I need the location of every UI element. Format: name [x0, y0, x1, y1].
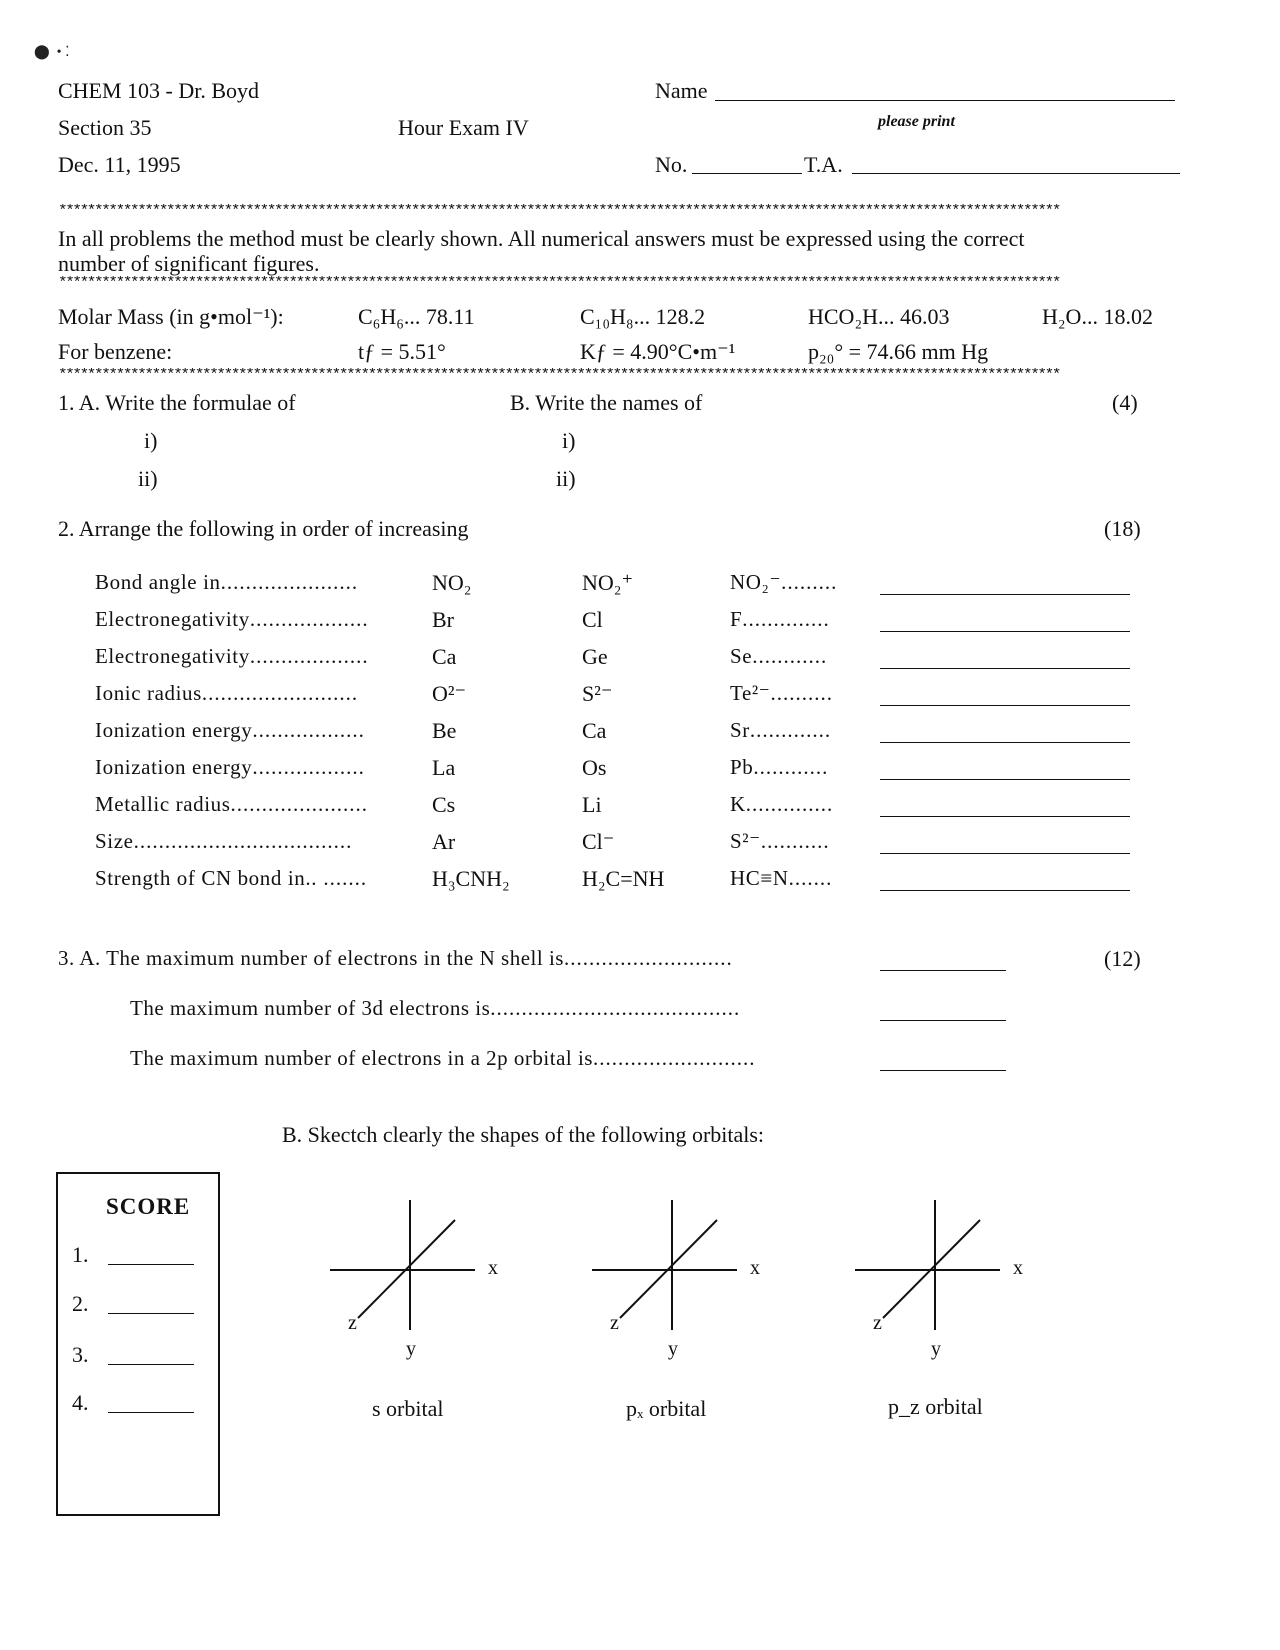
q3-line-3-text: The maximum number of electrons in a 2p orbital is — [130, 1046, 593, 1070]
q2-item-c-dots: ............. — [749, 718, 832, 742]
q2-item-a: Be — [432, 718, 457, 743]
q2-row-label — [95, 866, 367, 891]
q3-a-dots: ........................... — [563, 946, 733, 970]
q2-answer-line[interactable] — [880, 705, 1130, 706]
q3-points: (12) — [1104, 946, 1141, 971]
q2-points: (18) — [1104, 516, 1141, 541]
q2-row-label — [95, 829, 352, 854]
q2-item-c-text: HC≡N — [730, 866, 789, 890]
y-axis-label: y — [668, 1338, 678, 1360]
q2-row-label-text: Ionization energy — [95, 755, 253, 779]
q2-item-a: O²⁻ — [432, 681, 467, 706]
q2-item-c-text: Se — [730, 644, 753, 668]
q2-row-label-dots: ....... — [317, 866, 368, 890]
section-label: Section 35 — [58, 115, 152, 140]
q2-item-c — [730, 681, 833, 706]
q2-item-c — [730, 792, 833, 817]
q2-item-c-text: Sr — [730, 718, 750, 742]
q2-item-c-dots: .............. — [742, 607, 830, 631]
q2-item-b: S²⁻ — [582, 681, 613, 706]
number-field[interactable] — [692, 173, 802, 174]
q2-item-c-dots: ............ — [753, 755, 829, 779]
q2-item-c-dots: .............. — [745, 792, 834, 816]
z-axis-label: z — [348, 1312, 357, 1334]
formic-acid-molar-mass: HCO₂H... 46.03 — [808, 304, 950, 329]
x-axis-label: x — [750, 1257, 760, 1279]
pz-orbital-caption: p_z orbital — [888, 1394, 983, 1419]
q2-row-label — [95, 644, 369, 669]
q2-item-b: NO₂⁺ — [582, 570, 634, 595]
q2-answer-line[interactable] — [880, 742, 1130, 743]
q2-item-c-text: S²⁻ — [730, 829, 761, 853]
score-box — [56, 1172, 220, 1516]
molar-mass-label: Molar Mass (in g•mol⁻¹): — [58, 304, 284, 329]
print-note: please print — [878, 113, 955, 130]
q1-points: (4) — [1112, 390, 1138, 415]
q2-row-label-dots: ................... — [249, 644, 369, 668]
q2-item-a: Cs — [432, 792, 456, 817]
q2-answer-line[interactable] — [880, 853, 1130, 854]
q2-item-b: Ca — [582, 718, 607, 743]
instructions-line-2: number of significant figures. — [58, 251, 320, 276]
q2-row-label-text: Ionization energy — [95, 718, 253, 742]
q2-item-a: NO₂ — [432, 570, 472, 595]
q2-row-label — [95, 792, 368, 817]
q1-b-item-i: i) — [562, 428, 576, 453]
vapor-pressure: p₂₀° = 74.66 mm Hg — [808, 339, 989, 364]
q1-a-item-i: i) — [144, 428, 158, 453]
q1-part-b: B. Write the names of — [510, 390, 703, 415]
q3-part-a — [58, 946, 733, 971]
q3-a-answer-1[interactable] — [880, 970, 1006, 971]
q2-row-label-text: Electronegativity — [95, 607, 250, 631]
q2-answer-line[interactable] — [880, 779, 1130, 780]
q2-item-b: Li — [582, 792, 602, 817]
q2-item-b: Cl⁻ — [582, 829, 615, 854]
q1-b-item-ii: ii) — [556, 466, 576, 491]
y-axis-label: y — [406, 1338, 416, 1360]
q2-row-label-dots: ................... — [249, 607, 369, 631]
px-orbital-caption: pₓ orbital — [626, 1396, 707, 1421]
q2-item-c-dots: ....... — [788, 866, 833, 890]
q2-item-b: Cl — [582, 607, 603, 632]
q2-row-label-text: Size — [95, 829, 134, 853]
q2-item-c — [730, 607, 830, 632]
q2-row-label-dots: .................. — [252, 755, 365, 779]
q3-line-3 — [130, 1046, 755, 1071]
q2-row-label-dots: ...................... — [220, 570, 359, 594]
q2-row-label-text: Electronegativity — [95, 644, 250, 668]
q3-a-text: 3. A. The maximum number of electrons in the N shell is — [58, 946, 564, 970]
q2-row-label-dots: ...................... — [230, 792, 369, 816]
water-molar-mass: H₂O... 18.02 — [1042, 304, 1153, 329]
q2-item-b: Ge — [582, 644, 608, 669]
q2-answer-line[interactable] — [880, 668, 1130, 669]
q3-part-b: B. Skectch clearly the shapes of the following orbitals: — [282, 1122, 765, 1147]
q2-item-a: La — [432, 755, 456, 780]
q3-line-2-dots: ........................................ — [490, 996, 741, 1020]
q2-item-c-text: F — [730, 607, 743, 631]
z-axis-label: z — [610, 1312, 619, 1334]
score-field-4[interactable] — [108, 1412, 194, 1413]
q2-answer-line[interactable] — [880, 890, 1130, 891]
score-label-2: 2. — [72, 1291, 89, 1316]
q2-row-label — [95, 681, 358, 706]
q2-answer-line[interactable] — [880, 594, 1130, 595]
q1-part-a: 1. A. Write the formulae of — [58, 390, 296, 415]
q2-row-label — [95, 755, 365, 780]
score-field-3[interactable] — [108, 1364, 194, 1365]
q2-item-c — [730, 829, 830, 854]
naphthalene-molar-mass: C₁₀H₈... 128.2 — [580, 304, 706, 329]
q2-row-label-text: Bond angle in — [95, 570, 221, 594]
q2-item-c-dots: ........... — [760, 829, 830, 853]
q2-row-label-dots: ......................... — [201, 681, 359, 705]
x-axis-label: x — [1013, 1257, 1023, 1279]
q2-item-c-text: NO₂⁻ — [730, 570, 782, 594]
q2-row-label-dots: .................. — [252, 718, 365, 742]
q2-item-c-dots: .......... — [770, 681, 833, 705]
q2-item-b: Os — [582, 755, 607, 780]
q2-item-a: Ar — [432, 829, 456, 854]
star-divider-1: ******************************************************************************************************************************************* — [58, 204, 1060, 218]
scan-specks: ⬤ • ⁚ — [34, 45, 70, 60]
q2-item-a: Br — [432, 607, 454, 632]
course-title: CHEM 103 - Dr. Boyd — [58, 78, 260, 103]
exam-title: Hour Exam IV — [398, 115, 529, 140]
q2-row-label-text: Metallic radius — [95, 792, 231, 816]
q2-row-label-text: Ionic radius — [95, 681, 202, 705]
q2-item-c-dots: ......... — [781, 570, 838, 594]
q3-line-2 — [130, 996, 740, 1021]
q2-row-label-text: Strength of CN bond in.. — [95, 866, 318, 890]
score-label-1: 1. — [72, 1242, 89, 1267]
q2-item-a: H₃CNH₂ — [432, 866, 510, 891]
q3-a-answer-3[interactable] — [880, 1070, 1006, 1071]
q2-item-c — [730, 718, 831, 743]
q3-line-2-text: The maximum number of 3d electrons is — [130, 996, 491, 1020]
s-orbital-caption: s orbital — [372, 1396, 444, 1421]
q2-item-b: H₂C=NH — [582, 866, 665, 891]
q2-item-a: Ca — [432, 644, 457, 669]
q2-item-c — [730, 570, 837, 595]
x-axis-label: x — [488, 1257, 498, 1279]
exam-date: Dec. 11, 1995 — [58, 152, 181, 177]
freezing-point: tƒ = 5.51° — [358, 339, 446, 364]
z-axis-label: z — [873, 1312, 882, 1334]
benzene-label: For benzene: — [58, 339, 173, 364]
q1-a-item-ii: ii) — [138, 466, 158, 491]
q2-prompt: 2. Arrange the following in order of increasing — [58, 516, 469, 541]
q2-answer-line[interactable] — [880, 631, 1130, 632]
star-divider-3: ******************************************************************************************************************************************* — [58, 368, 1060, 382]
q2-item-c-text: Pb — [730, 755, 754, 779]
q2-answer-line[interactable] — [880, 816, 1130, 817]
q2-item-c — [730, 866, 832, 891]
instructions-line-1: In all problems the method must be clearly shown. All numerical answers must be expressed using the correct — [58, 226, 1025, 251]
q2-item-c-text: Te²⁻ — [730, 681, 771, 705]
q2-row-label — [95, 607, 369, 632]
q3-a-answer-2[interactable] — [880, 1020, 1006, 1021]
score-label-3: 3. — [72, 1342, 89, 1367]
ta-field[interactable] — [852, 173, 1180, 174]
score-title: SCORE — [106, 1194, 191, 1219]
q2-item-c — [730, 755, 828, 780]
star-divider-2: ******************************************************************************************************************************************* — [58, 276, 1060, 290]
freezing-constant: Kƒ = 4.90°C•m⁻¹ — [580, 339, 736, 364]
ta-label: T.A. — [804, 152, 843, 177]
q2-item-c-text: K — [730, 792, 746, 816]
score-label-4: 4. — [72, 1390, 89, 1415]
q2-row-label — [95, 570, 358, 595]
q2-item-c-dots: ............ — [752, 644, 828, 668]
benzene-molar-mass: C₆H₆... 78.11 — [358, 304, 475, 329]
q2-row-label-dots: ................................... — [133, 829, 353, 853]
q3-line-3-dots: .......................... — [592, 1046, 756, 1070]
name-field[interactable] — [715, 100, 1175, 101]
q2-item-c — [730, 644, 827, 669]
y-axis-label: y — [931, 1338, 941, 1360]
number-label: No. — [655, 152, 688, 177]
q2-row-label — [95, 718, 365, 743]
name-label: Name — [655, 78, 708, 103]
score-field-2[interactable] — [108, 1313, 194, 1314]
score-field-1[interactable] — [108, 1264, 194, 1265]
